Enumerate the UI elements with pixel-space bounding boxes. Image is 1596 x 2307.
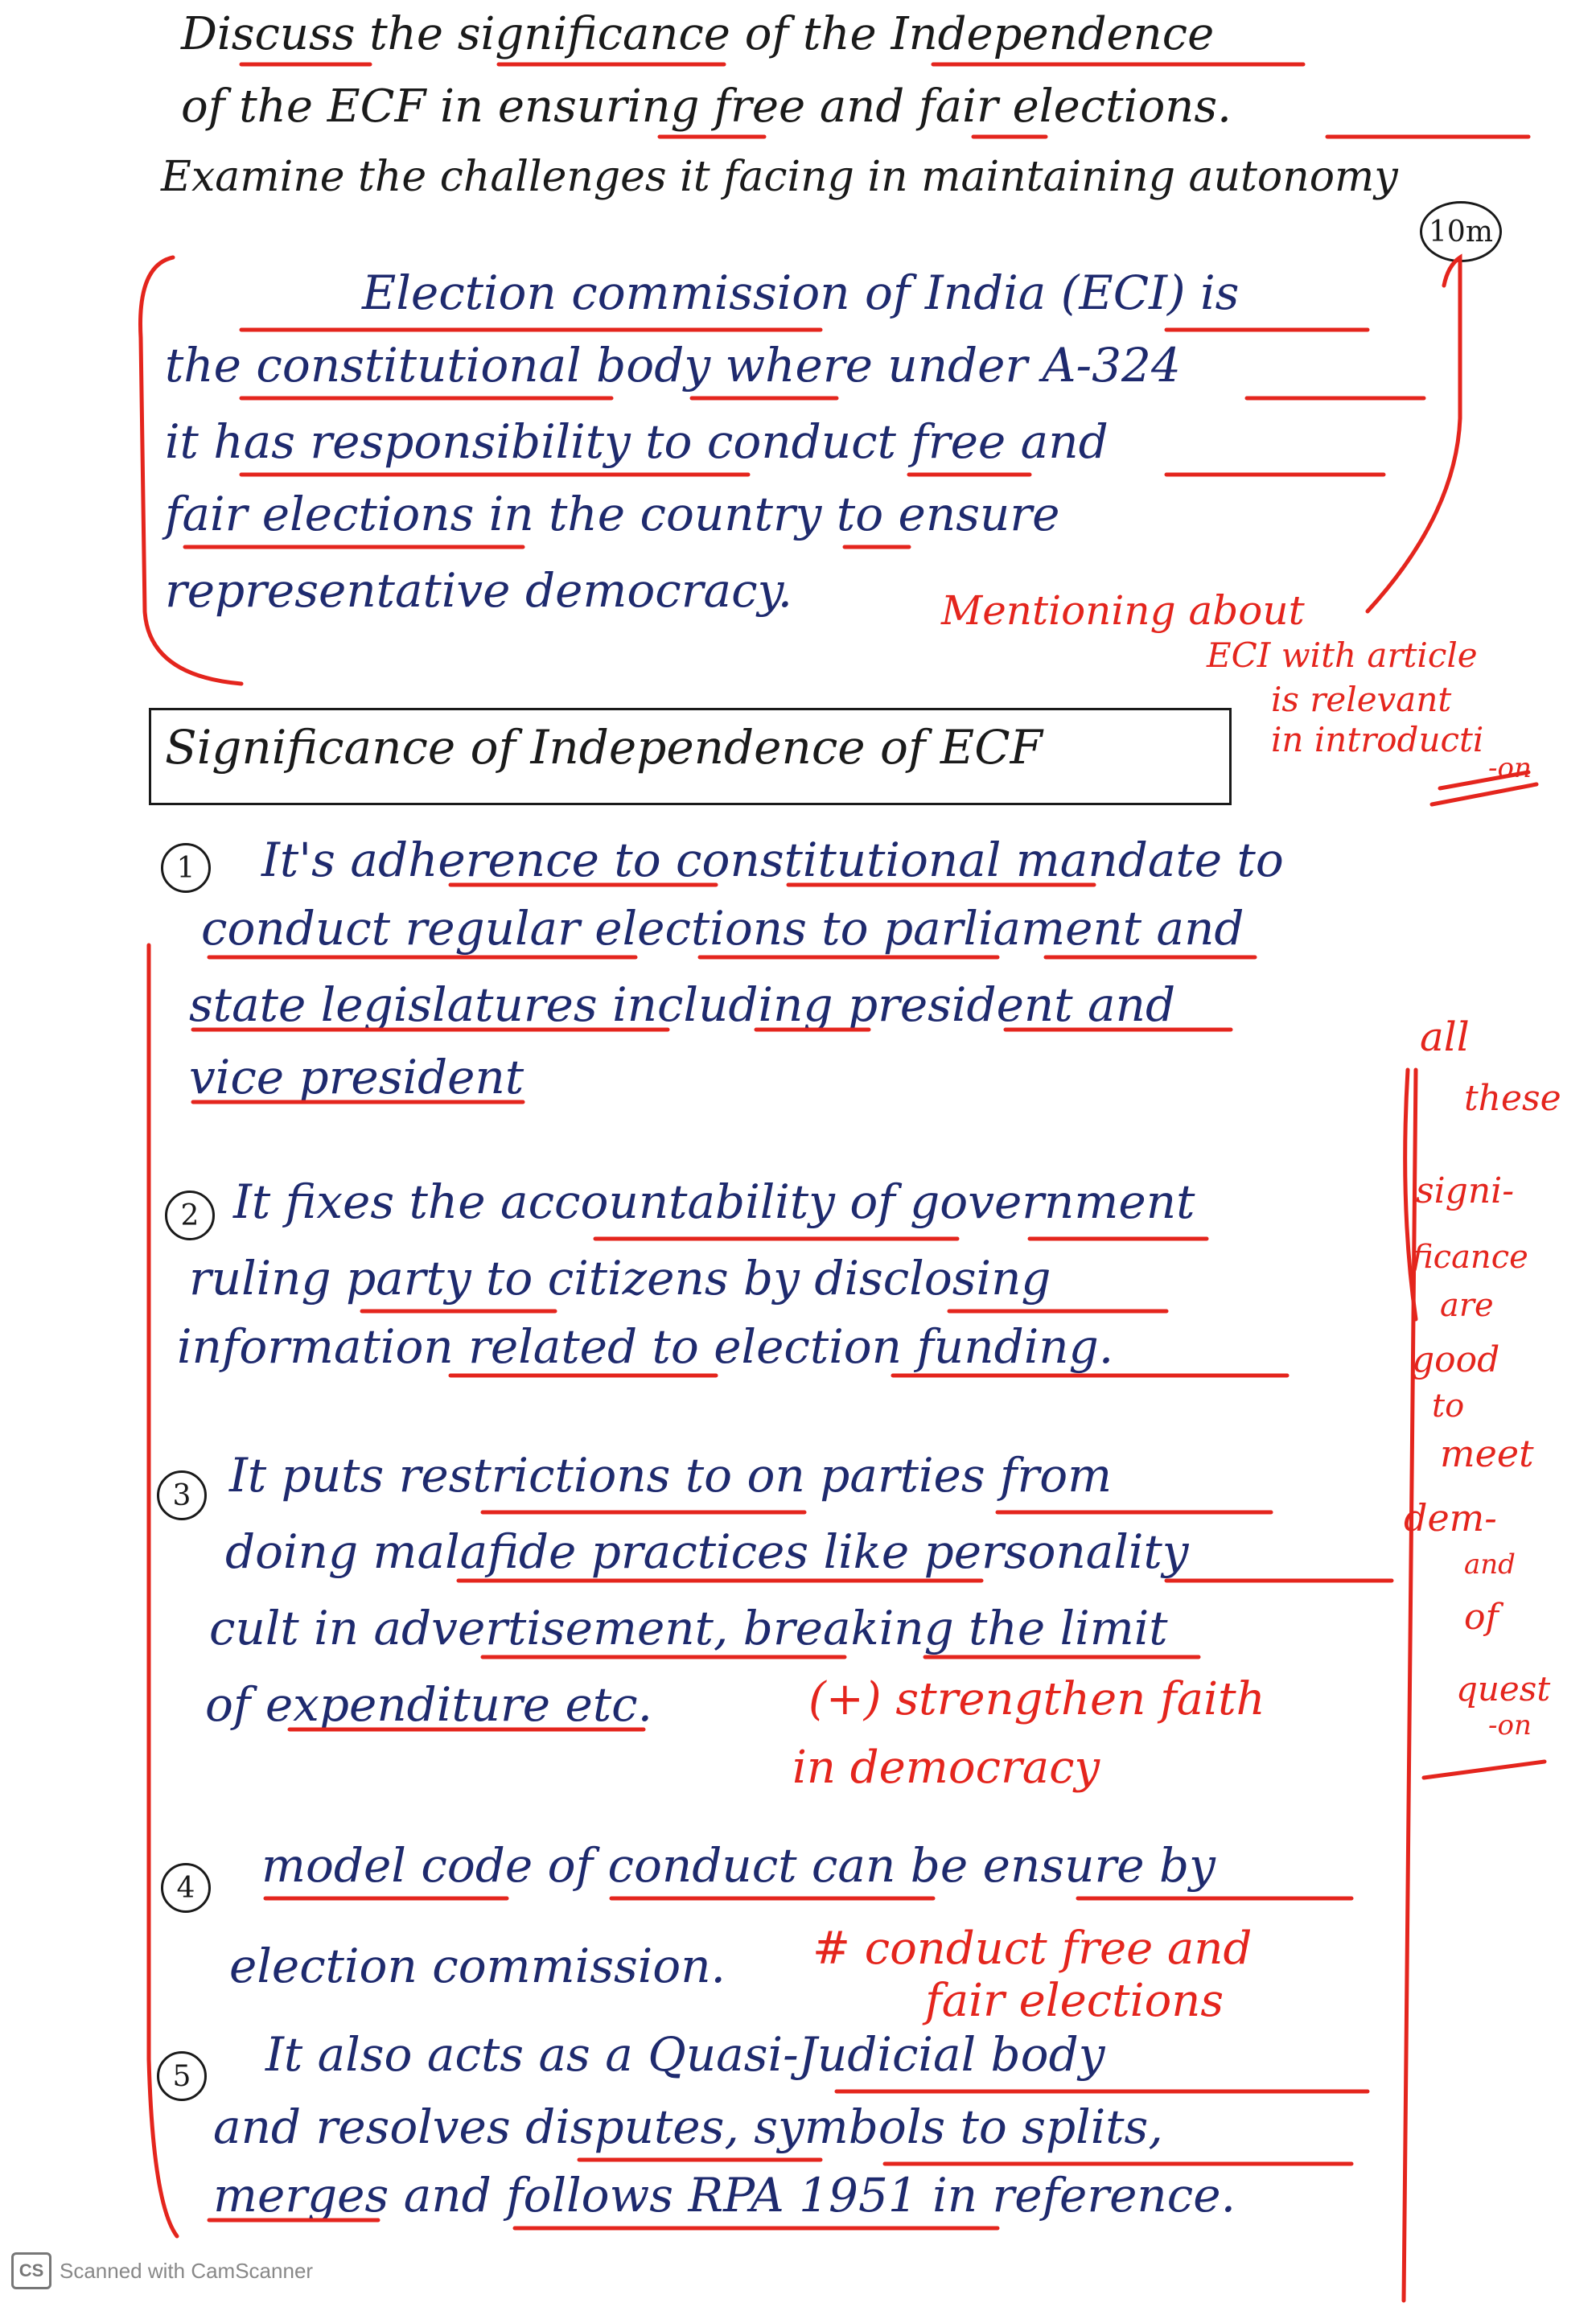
point-4-line-2: election commission. bbox=[229, 1939, 726, 1993]
point-3-remark-1: (+) strengthen faith bbox=[808, 1673, 1265, 1725]
point-5-number: 5 bbox=[157, 2051, 207, 2101]
question-line-2: of the ECF in ensuring free and fair elections. bbox=[181, 80, 1232, 133]
intro-line-4: fair elections in the country to ensure bbox=[165, 487, 1060, 541]
margin-remark-9: dem- bbox=[1404, 1496, 1497, 1540]
point-4-line-1: model code of conduct can be ensure by bbox=[261, 1838, 1216, 1893]
margin-remark-2: these bbox=[1464, 1078, 1561, 1119]
heading-text: Significance of Independence of ECF bbox=[165, 720, 1043, 775]
margin-remark-11: of bbox=[1464, 1597, 1499, 1638]
intro-remark-4: in introducti bbox=[1271, 720, 1484, 759]
intro-remark-1: Mentioning about bbox=[941, 587, 1305, 634]
intro-line-5: representative democracy. bbox=[165, 563, 793, 618]
intro-line-1: Election commission of India (ECI) is bbox=[362, 265, 1240, 320]
point-5-line-2: and resolves disputes, symbols to splits, bbox=[213, 2099, 1163, 2154]
scanner-watermark bbox=[11, 2252, 313, 2289]
intro-remark-2: ECI with article bbox=[1207, 635, 1478, 675]
point-1-line-1: It's adherence to constitutional mandate to bbox=[261, 833, 1284, 887]
margin-remark-13: -on bbox=[1488, 1709, 1532, 1742]
intro-line-3: it has responsibility to conduct free and bbox=[165, 414, 1109, 469]
point-3-line-3: cult in advertisement, breaking the limit bbox=[209, 1601, 1168, 1655]
point-3-number: 3 bbox=[157, 1470, 207, 1520]
margin-remark-6: good bbox=[1412, 1339, 1500, 1380]
question-line-1: Discuss the significance of the Independence bbox=[181, 8, 1215, 60]
margin-remark-5: are bbox=[1440, 1287, 1494, 1324]
intro-remark-3: is relevant bbox=[1271, 680, 1452, 719]
margin-remark-4: ficance bbox=[1412, 1239, 1528, 1276]
margin-remark-12: quest bbox=[1456, 1669, 1551, 1709]
intro-remark-5: -on bbox=[1488, 752, 1532, 784]
point-3-line-4: of expenditure etc. bbox=[205, 1677, 653, 1732]
point-3-line-1: It puts restrictions to on parties from bbox=[229, 1448, 1113, 1503]
intro-line-2: the constitutional body where under A-324 bbox=[165, 338, 1181, 393]
point-4-remark-1: # conduct free and bbox=[812, 1922, 1253, 1975]
marks-label: 10m bbox=[1429, 215, 1493, 249]
margin-remark-10: and bbox=[1464, 1548, 1516, 1581]
margin-remark-3: signi- bbox=[1416, 1170, 1515, 1211]
point-1-line-3: state legislatures including president and bbox=[189, 977, 1176, 1032]
point-1-line-4: vice president bbox=[189, 1050, 524, 1104]
camscanner-logo-icon: CS bbox=[11, 2252, 51, 2289]
point-1-number: 1 bbox=[161, 843, 211, 893]
point-2-line-2: ruling party to citizens by disclosing bbox=[189, 1251, 1051, 1306]
point-2-number: 2 bbox=[165, 1191, 215, 1240]
scanner-text: Scanned with CamScanner bbox=[60, 2258, 314, 2283]
point-3-line-2: doing malafide practices like personality bbox=[225, 1524, 1189, 1579]
margin-remark-8: meet bbox=[1440, 1432, 1534, 1475]
point-4-number: 4 bbox=[161, 1863, 211, 1913]
point-2-line-1: It fixes the accountability of government bbox=[233, 1174, 1195, 1229]
margin-remark-7: to bbox=[1432, 1388, 1465, 1425]
point-1-line-2: conduct regular elections to parliament and bbox=[201, 901, 1244, 956]
point-5-line-1: It also acts as a Quasi-Judicial body bbox=[265, 2027, 1105, 2082]
point-2-line-3: information related to election funding. bbox=[177, 1319, 1114, 1374]
question-line-3: Examine the challenges it facing in maintaining autonomy bbox=[161, 153, 1398, 201]
point-4-remark-2: fair elections bbox=[925, 1975, 1224, 2027]
point-5-line-3: merges and follows RPA 1951 in reference. bbox=[213, 2168, 1236, 2223]
point-3-remark-2: in democracy bbox=[792, 1742, 1100, 1794]
margin-remark-1: all bbox=[1420, 1014, 1470, 1060]
